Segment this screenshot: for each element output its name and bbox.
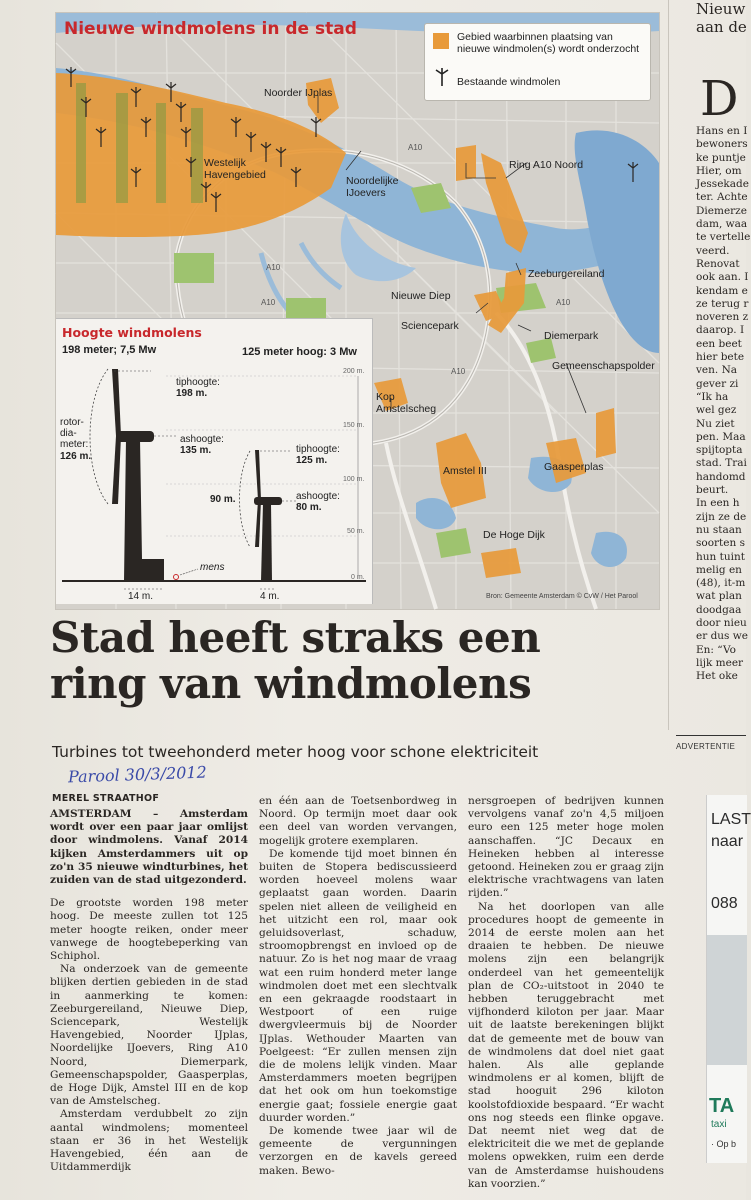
tip-height-label: tiphoogte: <box>296 444 340 455</box>
paragraph: en één aan de Toetsenbordweg in Noord. Op termijn moet daar ook een deel van worden vervangen, mogelijk grotere exemplaren. <box>259 795 457 847</box>
edge-line: doodgaa <box>696 603 742 616</box>
edge-line: wel gez <box>696 404 737 417</box>
edge-line: In een h <box>696 497 740 510</box>
edge-line: ven. Na <box>696 364 738 377</box>
edge-line: beurt. <box>696 484 729 497</box>
small-base-width: 4 m. <box>260 591 280 602</box>
map-label-de-hoge-dijk: De Hoge Dijk <box>483 529 545 541</box>
big-turbine-header: 198 meter; 7,5 Mw <box>62 344 157 356</box>
rotor-diameter-value: 126 m. <box>60 451 92 462</box>
big-base-width: 14 m. <box>128 591 154 602</box>
advert-line: taxi <box>711 1119 727 1130</box>
map-label-zeeburgereiland: Zeeburgereiland <box>528 268 605 280</box>
lead-paragraph: AMSTERDAM – Amsterdam wordt over een paar jaar omlijst door windmolens. Vanaf 2014 kijken Amsterdammers uit op zo'n 35 nieuwe windturbines, het zuiden van de stad uitgezonderd. <box>50 808 248 887</box>
edge-line: lijk meer <box>696 656 744 669</box>
article-column-2 <box>259 795 457 1178</box>
map-title: Nieuwe windmolens in de stad <box>64 19 357 39</box>
edge-line: zijn ze de <box>696 510 747 523</box>
map-label-noordelijke-ijoevers: Noordelijke IJoevers <box>346 175 399 199</box>
inset-title: Hoogte windmolens <box>62 325 202 340</box>
scale-tick: 200 m. <box>343 368 365 375</box>
edge-line: veerd. <box>696 244 730 257</box>
paragraph: De grootste worden 198 meter hoog. De meeste zullen tot 125 meter hoogte reiken, onder meer vanwege de hoogtebeperking van Schiphol. <box>50 897 248 963</box>
big-tip-height <box>176 377 220 399</box>
edge-line: pen. Maa <box>696 430 746 443</box>
hub-height-label: ashoogte: <box>296 491 340 502</box>
advertisement[interactable] <box>706 795 751 1163</box>
edge-column <box>696 125 751 683</box>
map-label-gemeenschapspolder: Gemeenschapspolder <box>552 360 655 372</box>
edge-line: ook aan. I <box>696 271 749 284</box>
person-label: mens <box>200 562 225 573</box>
map-label-noorder-ijplas: Noorder IJplas <box>264 87 333 99</box>
edge-line: Jessekade <box>696 178 749 191</box>
edge-line: bewoners <box>696 138 748 151</box>
rotor-diameter-label: rotor- dia- meter: <box>60 417 89 450</box>
article-subhead: Turbines tot tweehonderd meter hoog voor schone elektriciteit <box>52 743 539 761</box>
legend-area-label: Gebied waarbinnen plaatsing van nieuwe windmolen(s) wordt onderzocht <box>457 31 640 55</box>
road-label-a10: A10 <box>408 143 423 152</box>
windmill-icon <box>435 68 449 86</box>
edge-line: ke puntje <box>696 151 746 164</box>
hub-height-value: 135 m. <box>180 445 212 456</box>
edge-line: “Ik ha <box>696 390 729 403</box>
windmill-map <box>55 12 660 610</box>
road-label-a10: A10 <box>261 298 276 307</box>
small-hub-height <box>296 491 340 513</box>
map-label-nieuwe-diep: Nieuwe Diep <box>391 290 451 302</box>
paragraph: De komende tijd moet binnen én buiten de Stopera bediscussieerd worden hoeveel molens waar geplaatst gaan worden. Daarin spelen niet alleen de veiligheid en het uitzicht een rol, maar ook geluidsoverlast, schaduw, stroomopbrengst en invloed op de natuur. Zo is het nog maar de vraag wat een ruim honderd meter lange windmolen doet met een slechtvalk en een gekraagde roodstaart in Westpoort of een ruige dwergvleermuis bij de Noorder IJplas. Wethouder Maarten van Poelgeest: “Er zullen mensen zijn die de molens lelijk vinden. Maar Amsterdammers moeten begrijpen dat het ook om hun toekomstige energie gaat; fossiele energie gaat duurder worden.” <box>259 847 457 1124</box>
map-label-ring-a10-noord: Ring A10 Noord <box>509 159 584 171</box>
article-column-3 <box>468 795 664 1191</box>
road-label-a10: A10 <box>556 298 571 307</box>
edge-line: kendam e <box>696 284 748 297</box>
height-inset <box>56 318 373 604</box>
advert-line: TA <box>709 1095 735 1117</box>
scale-tick: 50 m. <box>347 528 365 535</box>
handwritten-note: Parool 30/3/2012 <box>67 762 208 787</box>
edge-line: hun tuint <box>696 550 745 563</box>
edge-line: stad. Trai <box>696 457 747 470</box>
advert-line: 088 <box>711 895 738 912</box>
map-label-sciencepark: Sciencepark <box>401 320 459 332</box>
edge-line: Het oke <box>696 670 738 683</box>
tip-height-value: 125 m. <box>296 455 328 466</box>
paragraph: Na het doorlopen van alle procedures hoopt de gemeente in 2014 de eerste molen aan het draaien te hebben. De nieuwe molens zijn een belangrijk onderdeel van het gemeentelijk plan de CO₂-uitstoot in 2040 te hebben teruggebracht met vijfhonderd kiloton per jaar. Maar uit de laatste berekeningen blijkt dat de gemeente met de bouw van de windmolens dat doel niet gaat halen. Als alle geplande windmolens er al komen, blijft de stad hooguit 296 kiloton koolstofdioxide bespaard. “Er wacht ons nog steeds een flinke opgave. Dat neemt niet weg dat de elektriciteit die we met de geplande molens opwekken, ruim een derde van de Amsterdamse huishoudens kan voorzien.” <box>468 900 664 1190</box>
map-legend <box>424 23 651 101</box>
hub-height-value: 80 m. <box>296 502 322 513</box>
paragraph: Amsterdam verdubbelt zo zijn aantal windmolens; momenteel staan er 36 in het Westelijk Havengebied, één aan de Uitdammerdijk <box>50 1108 248 1174</box>
advert-line: naar <box>711 833 744 850</box>
road-label-a10: A10 <box>266 263 281 272</box>
map-label-gaasperplas: Gaasperplas <box>544 461 604 473</box>
small-tip-height <box>296 444 340 466</box>
small-turbine-header: 125 meter hoog: 3 Mw <box>242 346 357 358</box>
divider <box>676 735 746 736</box>
map-label-diemerpark: Diemerpark <box>544 330 599 342</box>
paragraph: nersgroepen of bedrijven kunnen vervolgens vanaf zo'n 4,5 miljoen euro een 125 meter hoge molen aanschaffen. “JC Decaux en Heineken hebben al interesse getoond. Heineken zou er graag zijn elektrische vrachtwagens van laten rijden.” <box>468 795 664 900</box>
byline: MEREL STRAATHOF <box>52 793 160 804</box>
edge-line: ze terug r <box>696 297 749 310</box>
tip-height-value: 198 m. <box>176 388 208 399</box>
map-label-amstel-iii: Amstel III <box>443 465 487 477</box>
hub-height-label: ashoogte: <box>180 434 224 445</box>
scale-tick: 0 m. <box>351 574 365 581</box>
edge-line: nu staan <box>696 523 742 536</box>
edge-line: melig en <box>696 563 742 576</box>
edge-line: een beet <box>696 337 742 350</box>
edge-line: Hier, om <box>696 164 742 177</box>
paragraph: Na onderzoek van de gemeente blijken dertien gebieden in de stad in aanmerking te komen: Zeeburgereiland, Nieuwe Diep, Sciencepark, Westelijk Havengebied, Noorder IJplas, Noordelijke IJoevers, Ring A10 Noord, Diemerpark, Gemeenschapspolder, Gaasperplas, de Hoge Dijk, Amstel III en de kop van de Amstelscheg. <box>50 963 248 1108</box>
edge-line: noveren z <box>696 311 749 324</box>
edge-line: door nieu <box>696 616 747 629</box>
small-rotor-value: 90 m. <box>210 494 236 505</box>
edge-line: aan de <box>696 18 747 36</box>
edge-line: spijtopta <box>696 444 743 457</box>
edge-line: handomd <box>696 470 746 483</box>
advert-line: · Op b <box>711 1139 737 1149</box>
tip-height-label: tiphoogte: <box>176 377 220 388</box>
edge-line: daarop. I <box>696 324 745 337</box>
edge-line: soorten s <box>696 537 745 550</box>
column-rule <box>668 0 669 730</box>
legend-existing-label: Bestaande windmolen <box>457 76 561 88</box>
edge-line: wat plan <box>696 590 742 603</box>
advert-label: ADVERTENTIE <box>676 742 736 751</box>
map-label-westelijk-havengebied: Westelijk Havengebied <box>204 157 266 181</box>
edge-line: En: “Vo <box>696 643 736 656</box>
edge-line: Hans en I <box>696 125 748 137</box>
edge-headline <box>696 0 746 36</box>
paragraph: De komende twee jaar wil de gemeente de vergunningen verzorgen en de kavels gereed maken. Bewo- <box>259 1125 457 1177</box>
scale-tick: 100 m. <box>343 476 365 483</box>
article-headline <box>50 615 650 707</box>
big-hub-height <box>180 434 224 456</box>
edge-line: dam, waa <box>696 218 748 231</box>
edge-line: te vertelle <box>696 231 751 244</box>
advert-line: LAST <box>711 811 751 828</box>
edge-line: Diemerze <box>696 204 747 217</box>
edge-line: ter. Achte <box>696 191 748 204</box>
edge-dropcap: D <box>700 71 739 127</box>
road-label-a10: A10 <box>451 367 466 376</box>
edge-line: Renovat <box>696 257 740 270</box>
legend-area-swatch <box>433 33 449 49</box>
edge-line: Nieuw <box>696 0 746 18</box>
edge-line: er dus we <box>696 630 748 643</box>
edge-line: (48), it-m <box>696 577 746 590</box>
advert-image <box>707 935 747 1065</box>
headline-line: ring van windmolens <box>50 659 532 708</box>
edge-line: Nu ziet <box>696 417 735 430</box>
headline-line: Stad heeft straks een <box>50 613 541 662</box>
edge-line: gever zi <box>696 377 739 390</box>
article-column-1 <box>50 808 248 1174</box>
edge-line: hier bete <box>696 351 745 364</box>
scale-tick: 150 m. <box>343 422 365 429</box>
map-source: Bron: Gemeente Amsterdam © CvW / Het Parool <box>486 593 638 600</box>
map-label-kop-amstelscheg: Kop Amstelscheg <box>376 391 437 415</box>
